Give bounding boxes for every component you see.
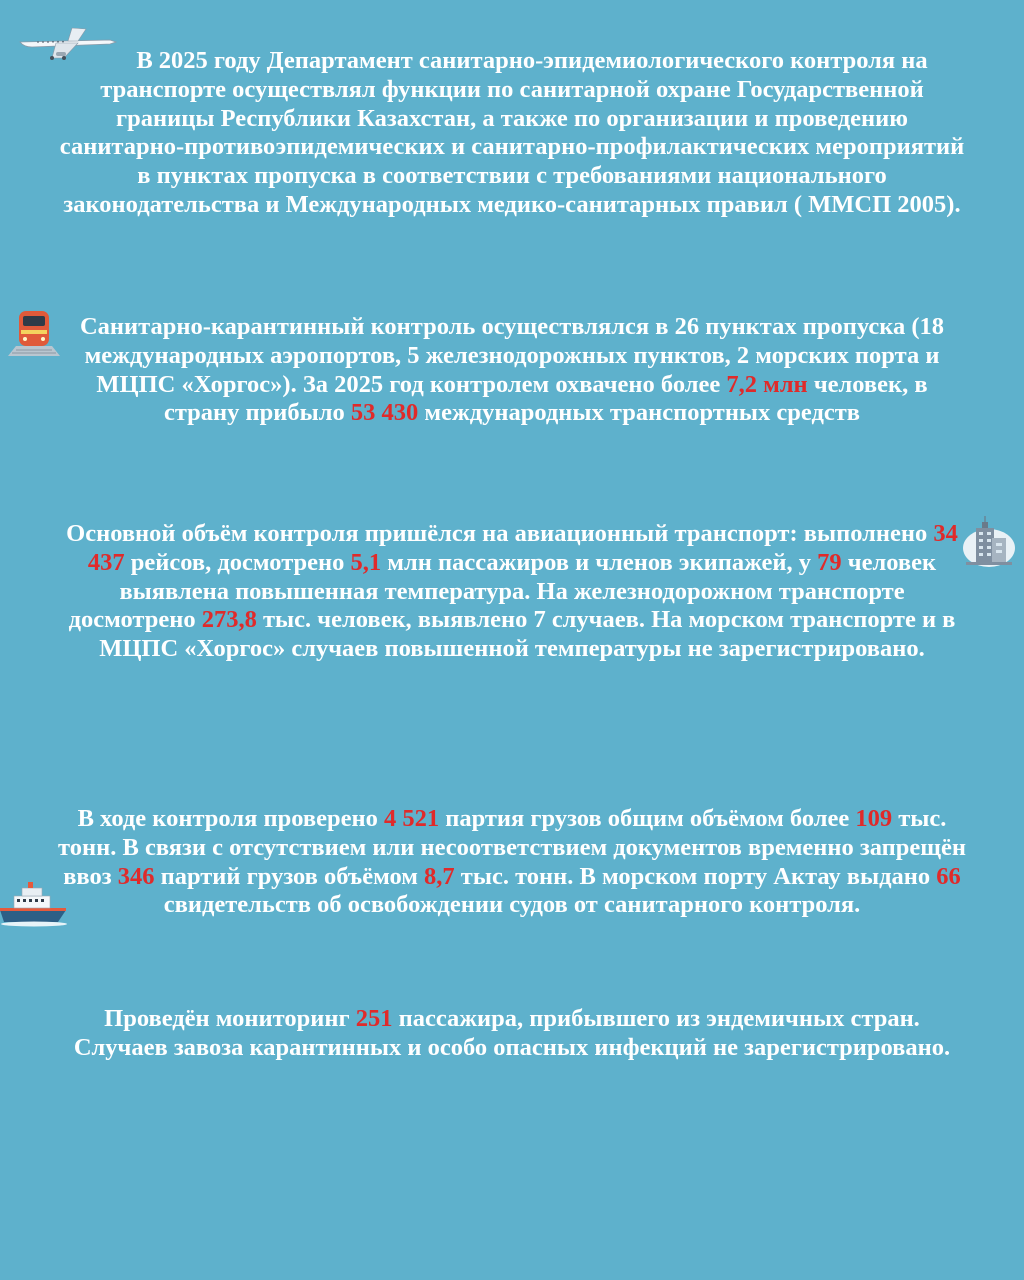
checkpoints-text-1: Санитарно-карантинный контроль осуществлялся в 26 пунктах пропуска (18 международных аэропортов, 5 железнодорожных пунктов, 2 морских порта и МЦПС «Хоргос»). За 2025 год контролем охвачено более [79,313,945,398]
passengers-value: 5,1 [350,548,382,576]
flights-value: 34 437 [87,520,958,576]
monitored-passengers-value: 251 [355,1005,393,1032]
aviation-paragraph [58,520,966,664]
aviation-text-4: человек выявлена повышенная температура. На железнодорожном транспорте досмотрено [68,548,937,634]
aviation-text-5: тыс. человек, выявлено 7 случаев. На морском транспорте и в МЦПС «Хоргос» случаев повышенной температуры не зарегистрировано. [99,606,956,663]
aviation-text-1: Основной объём контроля пришёлся на авиационный транспорт: выполнено [66,520,934,547]
monitoring-paragraph [58,1005,966,1063]
checkpoints-paragraph [58,313,966,428]
aviation-text-3: млн пассажиров и членов экипажей, у [381,548,818,576]
cargo-text-1: В ходе контроля проверено [77,805,384,832]
cargo-paragraph [58,805,966,920]
checkpoints-text-3: международных транспортных средств [418,399,861,427]
certificates-value: 66 [936,862,961,890]
checkpoints-text-2: человек, в страну прибыло [163,370,928,427]
rail-inspected-value: 273,8 [201,606,257,634]
building-icon [962,516,1016,568]
fever-cases-value: 79 [817,548,842,576]
cargo-volume-value: 109 [855,805,893,832]
cargo-batches-value: 4 521 [383,805,440,832]
vehicles-arrived-value: 53 430 [350,399,419,427]
intro-text: В 2025 году Департамент санитарно-эпидемиологического контроля на транспорте осуществлял функции по санитарной охране Государственной границы Республики Казахстан, а также по организации и проведению санитарно-противоэпидемических и санитарно-профилактических мероприятий в пунктах пропуска в соответствии с требованиями национального законодательства и Международных медико-санитарных правил ( ММСП 2005). [59,47,965,218]
train-icon [6,308,62,358]
banned-batches-value: 346 [117,862,155,890]
cargo-text-3: тыс. тонн. В связи с отсутствием или несоответствием документов временно запрещён ввоз [58,805,966,890]
cargo-text-4: партий грузов объёмом [154,862,425,890]
banned-volume-value: 8,7 [424,862,455,890]
cargo-text-5: тыс. тонн. В морском порту Актау выдано [454,862,937,890]
monitoring-text-2: пассажира, прибывшего из эндемичных стран. Случаев завоза карантинных и особо опасных инфекций не зарегистрировано. [73,1005,951,1061]
aviation-text-2: рейсов, досмотрено [124,548,351,576]
people-covered-value: 7,2 млн [726,370,808,398]
cargo-text-6: свидетельств об освобождении судов от санитарного контроля. [163,891,861,919]
monitoring-text-1: Проведён мониторинг [104,1005,356,1032]
cargo-text-2: партия грузов общим объёмом более [439,805,856,832]
intro-paragraph [58,47,966,220]
